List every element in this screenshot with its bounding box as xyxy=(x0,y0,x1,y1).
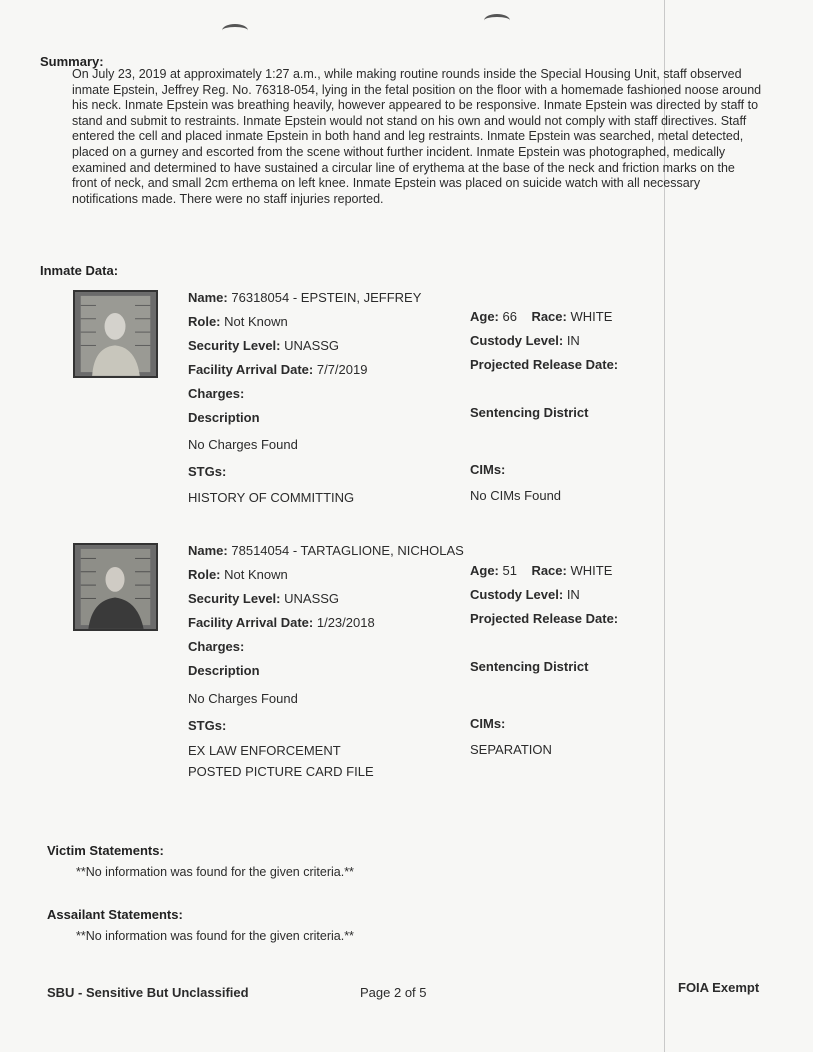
inmate-release-date: Projected Release Date: xyxy=(470,357,619,372)
hole-punch-mark xyxy=(222,24,248,37)
inmate-arrival-date: Facility Arrival Date: 7/7/2019 xyxy=(188,362,368,377)
charges-label: Charges: xyxy=(188,386,245,401)
stg-item: EX LAW ENFORCEMENT xyxy=(188,743,341,758)
assailant-statements-heading: Assailant Statements: xyxy=(47,907,183,922)
inmate-release-date: Projected Release Date: xyxy=(470,611,619,626)
cim-item: No CIMs Found xyxy=(470,488,562,503)
inmate-security-level: Security Level: UNASSG xyxy=(188,591,340,606)
inmate-arrival-date: Facility Arrival Date: 1/23/2018 xyxy=(188,615,375,630)
sentencing-district-label: Sentencing District xyxy=(470,405,589,420)
charges-value: No Charges Found xyxy=(188,437,298,452)
inmate-name: Name: 78514054 - TARTAGLIONE, NICHOLAS xyxy=(188,543,464,558)
inmate-photo xyxy=(73,543,158,631)
inmate-custody-level: Custody Level: IN xyxy=(470,333,580,348)
inmate-age-race: Age: 51 Race: WHITE xyxy=(470,563,613,578)
inmate-mugshot-image xyxy=(75,292,156,376)
summary-text: On July 23, 2019 at approximately 1:27 a.m., while making routine rounds inside the Special Housing Unit, staff observed inmate Epstein, Jeffrey Reg. No. 76318-054, lying in the fetal position on the floor with a homemade fashioned noose around his neck. Inmate Epstein was breathing heavily, however appeared to be responsive. Inmate Epstein was directed by staff to stand and submit to restraints. Inmate Epstein would not stand on his own and would not comply with staff directives. Staff entered the cell and placed inmate Epstein in both hand and leg restraints. Inmate Epstein was searched, metal detected, placed on a gurney and escorted from the scene without further incident. Inmate Epstein was photographed, medically examined and determined to have sustained a circular line of erythema at the base of the neck and friction marks on the front of neck, and small 2cm erthema on left knee. Inmate Epstein was placed on suicide watch with all necessary notifications made. There were no staff injuries reported. xyxy=(72,67,762,206)
victim-statements-heading: Victim Statements: xyxy=(47,843,164,858)
cim-item: SEPARATION xyxy=(470,742,552,757)
stgs-label: STGs: xyxy=(188,718,227,733)
inmate-mugshot-image xyxy=(75,545,156,629)
inmate-name: Name: 76318054 - EPSTEIN, JEFFREY xyxy=(188,290,422,305)
inmate-security-level: Security Level: UNASSG xyxy=(188,338,340,353)
sentencing-district-label: Sentencing District xyxy=(470,659,589,674)
charges-label: Charges: xyxy=(188,639,245,654)
summary-heading: Summary: xyxy=(40,54,104,69)
assailant-statements-text: **No information was found for the given criteria.** xyxy=(76,929,354,943)
page-number: Page 2 of 5 xyxy=(360,985,427,1000)
charges-value: No Charges Found xyxy=(188,691,298,706)
classification-footer: SBU - Sensitive But Unclassified xyxy=(47,985,249,1000)
inmate-photo xyxy=(73,290,158,378)
victim-statements-text: **No information was found for the given criteria.** xyxy=(76,865,354,879)
inmate-age-race: Age: 66 Race: WHITE xyxy=(470,309,613,324)
foia-exempt-label: FOIA Exempt xyxy=(678,980,760,995)
description-label: Description xyxy=(188,410,260,425)
stg-item: HISTORY OF COMMITTING xyxy=(188,490,355,505)
stg-item: POSTED PICTURE CARD FILE xyxy=(188,764,374,779)
description-label: Description xyxy=(188,663,260,678)
hole-punch-mark xyxy=(484,14,510,27)
inmate-role: Role: Not Known xyxy=(188,567,288,582)
cims-label: CIMs: xyxy=(470,716,506,731)
inmate-role: Role: Not Known xyxy=(188,314,288,329)
cims-label: CIMs: xyxy=(470,462,506,477)
inmate-data-heading: Inmate Data: xyxy=(40,263,119,278)
stgs-label: STGs: xyxy=(188,464,227,479)
inmate-custody-level: Custody Level: IN xyxy=(470,587,580,602)
